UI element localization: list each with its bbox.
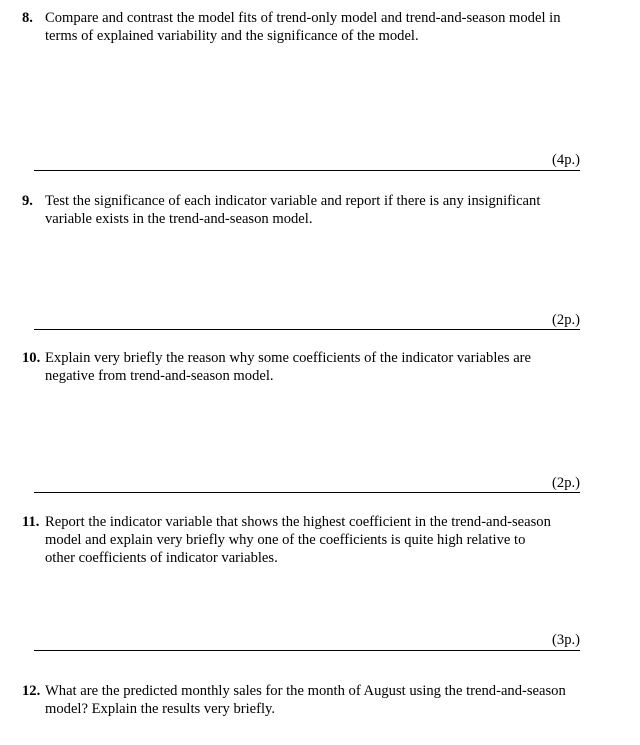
question-text: Explain very briefly the reason why some coefficients of the indicator variables are negative from trend-and-season model. — [45, 350, 532, 384]
question-8 — [22, 9, 587, 45]
points-label: (2p.) — [552, 475, 580, 491]
question-number: 11. — [22, 514, 40, 530]
question-12 — [22, 682, 567, 718]
question-text: Report the indicator variable that shows the highest coefficient in the trend-and-season model and explain very briefly why one of the coefficients is quite high relative to other coefficients of indicator variables. — [45, 514, 551, 566]
question-number: 9. — [22, 193, 33, 209]
points-label: (3p.) — [552, 632, 580, 648]
answer-line[interactable] — [34, 329, 580, 330]
question-number: 8. — [22, 10, 33, 26]
question-number: 12. — [22, 683, 41, 699]
points-label: (2p.) — [552, 312, 580, 328]
answer-line[interactable] — [34, 492, 580, 493]
question-10 — [22, 349, 582, 385]
points-label: (4p.) — [552, 152, 580, 168]
question-text: Compare and contrast the model fits of trend-only model and trend-and-season model in terms of explained variability and the significance of the model. — [45, 10, 561, 44]
question-9 — [22, 192, 582, 228]
question-number: 10. — [22, 350, 41, 366]
question-text: Test the significance of each indicator variable and report if there is any insignificant variable exists in the trend-and-season model. — [45, 193, 541, 227]
question-11 — [22, 513, 552, 567]
answer-line[interactable] — [34, 650, 580, 651]
question-text: What are the predicted monthly sales for the month of August using the trend-and-season model? Explain the results very briefly. — [45, 683, 566, 717]
answer-line[interactable] — [34, 170, 580, 171]
